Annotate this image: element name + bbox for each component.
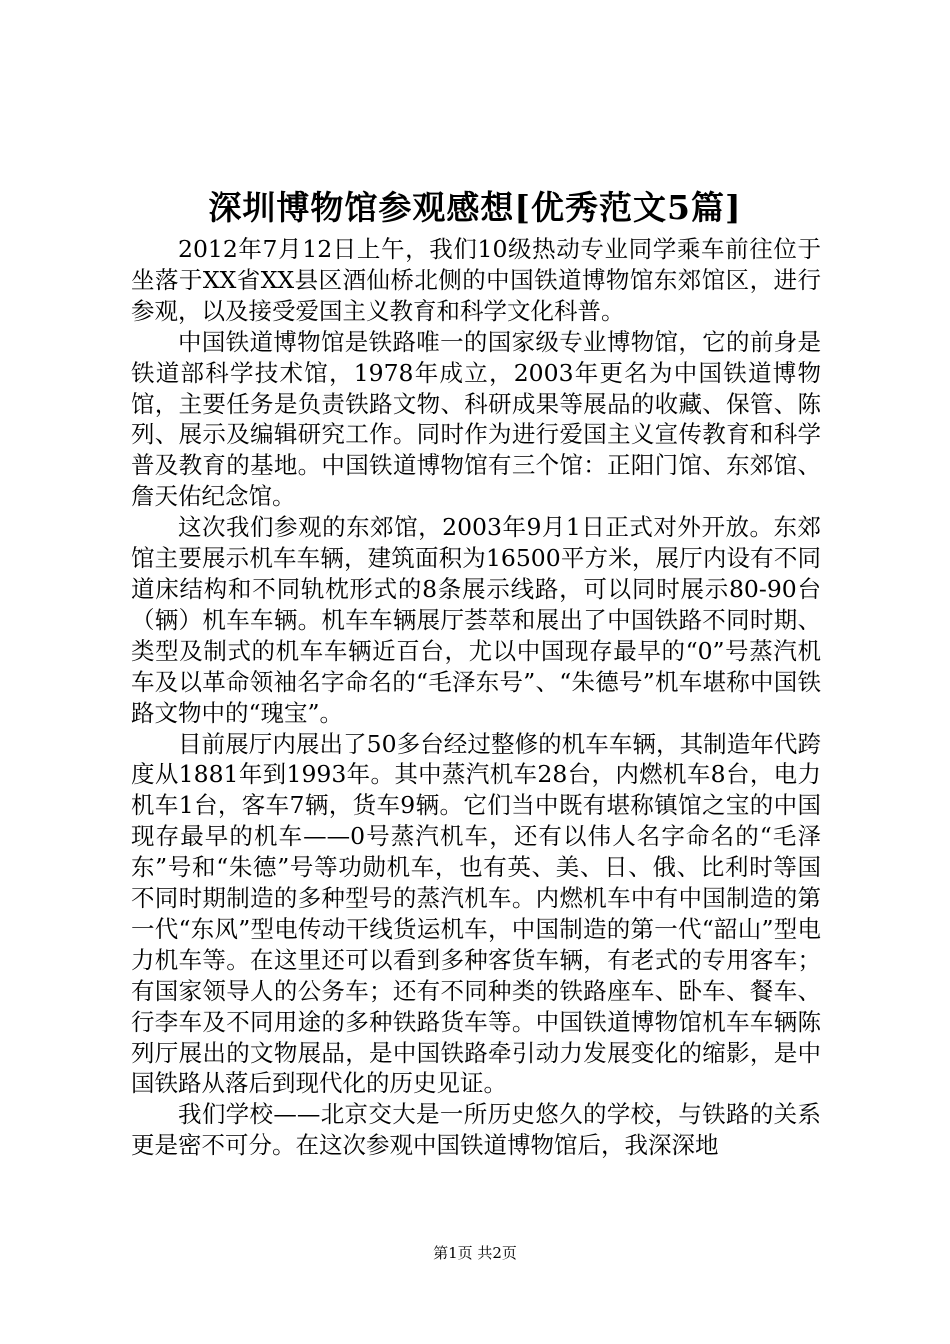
document-body <box>131 234 821 1161</box>
paragraph-3: 这次我们参观的东郊馆，2003年9月1日正式对外开放。东郊馆主要展示机车车辆，建筑面积为16500平方米，展厅内设有不同道床结构和不同轨枕形式的8条展示线路，可以同时展示80-90台（辆）机车车辆。机车车辆展厅荟萃和展出了中国铁路不同时期、类型及制式的机车车辆近百台，尤以中国现存最早的“0”号蒸汽机车及以革命领袖名字命名的“毛泽东号”、“朱德号”机车堪称中国铁路文物中的“瑰宝”。 <box>131 513 821 727</box>
page-number-footer: 第1页 共2页 <box>433 1244 517 1262</box>
paragraph-5: 我们学校——北京交大是一所历史悠久的学校，与铁路的关系更是密不可分。在这次参观中国铁道博物馆后，我深深地 <box>131 1100 821 1160</box>
document-title: 深圳博物馆参观感想[优秀范文5篇] <box>208 188 742 227</box>
paragraph-2: 中国铁道博物馆是铁路唯一的国家级专业博物馆，它的前身是铁道部科学技术馆，1978年成立，2003年更名为中国铁道博物馆，主要任务是负责铁路文物、科研成果等展品的收藏、保管、陈列、展示及编辑研究工作。同时作为进行爱国主义宣传教育和科学普及教育的基地。中国铁道博物馆有三个馆：正阳门馆、东郊馆、詹天佑纪念馆。 <box>131 327 821 511</box>
paragraph-1: 2012年7月12日上午，我们10级热动专业同学乘车前往位于坐落于XX省XX县区酒仙桥北侧的中国铁道博物馆东郊馆区，进行参观，以及接受爱国主义教育和科学文化科普。 <box>131 235 821 325</box>
paragraph-4: 目前展厅内展出了50多台经过整修的机车车辆，其制造年代跨度从1881年到1993年。其中蒸汽机车28台，内燃机车8台，电力机车1台，客车7辆，货车9辆。它们当中既有堪称镇馆之宝的中国现存最早的机车——0号蒸汽机车，还有以伟人名字命名的“毛泽东”号和“朱德”号等功勋机车，也有英、美、日、俄、比利时等国不同时期制造的多种型号的蒸汽机车。内燃机车中有中国制造的第一代“东风”型电传动干线货运机车，中国制造的第一代“韶山”型电力机车等。在这里还可以看到多种客货车辆，有老式的专用客车；有国家领导人的公务车；还有不同种类的铁路座车、卧车、餐车、行李车及不同用途的多种铁路货车等。中国铁道博物馆机车车辆陈列厅展出的文物展品，是中国铁路牵引动力发展变化的缩影，是中国铁路从落后到现代化的历史见证。 <box>131 729 821 1098</box>
